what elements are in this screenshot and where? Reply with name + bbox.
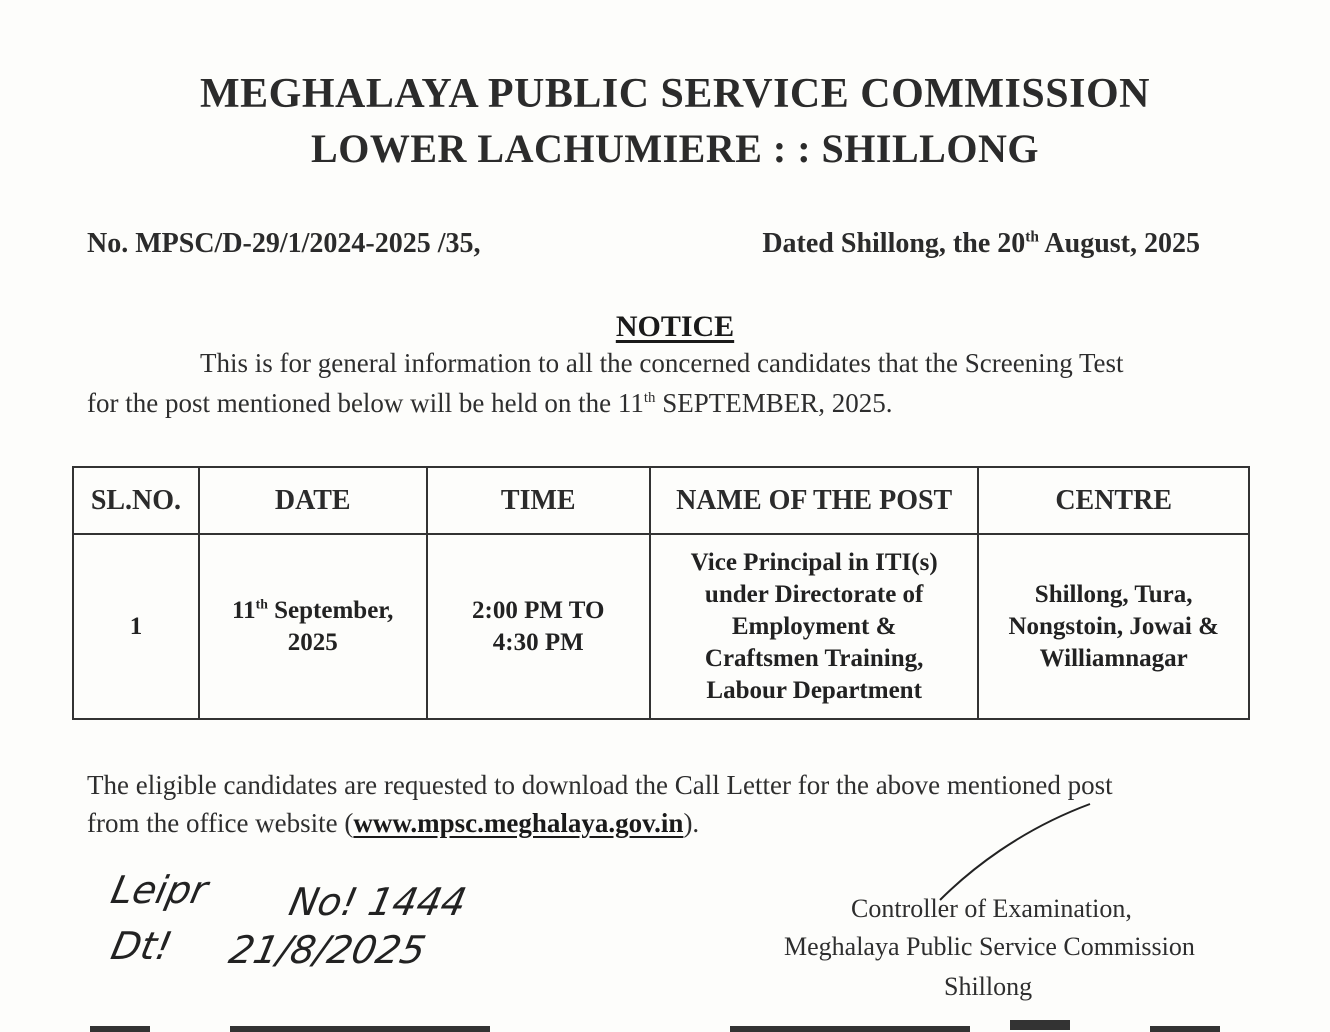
notice-title: NOTICE: [615, 310, 735, 343]
handwritten-note-word-3: Dt!: [107, 924, 177, 968]
cell-centre: Shillong, Tura, Nongstoin, Jowai & Williamnagar: [978, 534, 1249, 719]
header-date: DATE: [199, 467, 427, 534]
signatory-office: Meghalaya Public Service Commission: [784, 932, 1195, 961]
handwritten-note-word-2: No! 1444: [285, 880, 471, 924]
cut-off-next-line: [90, 1018, 1220, 1032]
instruction-line-2: from the office website (www.mpsc.meghalaya.gov.in).: [87, 808, 700, 838]
table-header-row: [73, 467, 1249, 534]
website-link[interactable]: www.mpsc.meghalaya.gov.in: [353, 808, 684, 838]
reference-number: No. MPSC/D-29/1/2024-2025 /35,: [87, 228, 481, 259]
signatory-place: Shillong: [944, 972, 1033, 1001]
header-centre: CENTRE: [978, 467, 1249, 534]
handwritten-note-word-1: Leipr: [107, 868, 212, 912]
header-time: TIME: [427, 467, 650, 534]
signatory-designation: Controller of Examination,: [851, 894, 1132, 923]
cell-date: 11th September, 2025: [199, 534, 427, 719]
table-row: [73, 534, 1249, 719]
issue-date: Dated Shillong, the 20th August, 2025: [762, 228, 1200, 259]
header-sl-no: SL.NO.: [73, 467, 199, 534]
cell-time: 2:00 PM TO 4:30 PM: [427, 534, 650, 719]
org-address: LOWER LACHUMIERE : : SHILLONG: [311, 126, 1039, 171]
notice-line-2: for the post mentioned below will be held on the 11th SEPTEMBER, 2025.: [87, 388, 893, 418]
header-post: NAME OF THE POST: [650, 467, 978, 534]
instruction-line-1: The eligible candidates are requested to download the Call Letter for the above mentioned post: [87, 770, 1113, 800]
notice-line-1: This is for general information to all the concerned candidates that the Screening Test: [200, 348, 1124, 378]
schedule-table: [72, 466, 1250, 720]
cell-post: Vice Principal in ITI(s) under Directorate of Employment & Craftsmen Training, Labour Department: [650, 534, 978, 719]
cell-sl: 1: [73, 534, 199, 719]
handwritten-note-word-4: 21/8/2025: [225, 928, 430, 972]
org-name: MEGHALAYA PUBLIC SERVICE COMMISSION: [200, 71, 1150, 117]
